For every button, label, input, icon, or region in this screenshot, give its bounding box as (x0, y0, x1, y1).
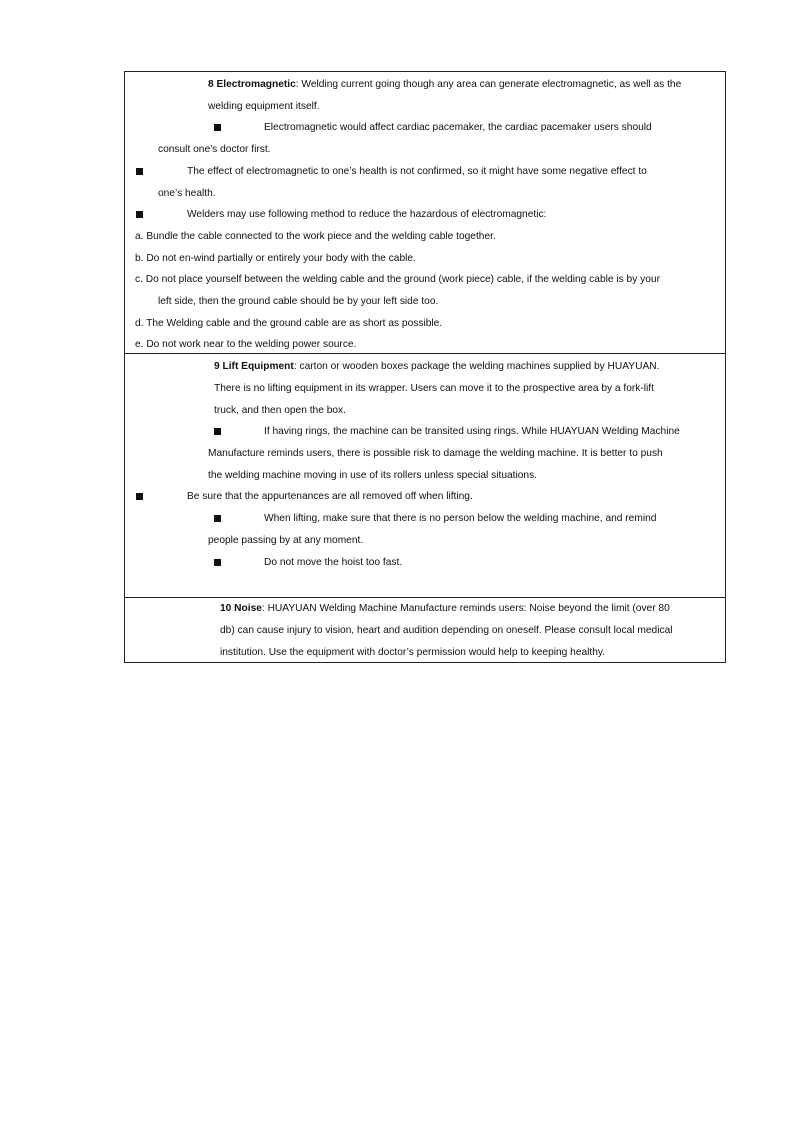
list-item-e: e. Do not work near to the welding power source. (135, 339, 357, 350)
bullet-square-icon (214, 124, 221, 131)
bullet-continuation: Manufacture reminds users, there is possible risk to damage the welding machine. It is better to push (208, 448, 663, 459)
list-item-b: b. Do not en-wind partially or entirely your body with the cable. (135, 253, 416, 264)
section-title: 8 Electromagnetic (208, 79, 296, 90)
bullet-text: If having rings, the machine can be transited using rings. While HUAYUAN Welding Machine (264, 426, 680, 437)
lift-intro (214, 360, 659, 374)
bullet-text: Be sure that the appurtenances are all removed off when lifting. (187, 491, 473, 502)
bullet-continuation: the welding machine moving in use of its rollers unless special situations. (208, 470, 537, 481)
section-lift-equipment (125, 354, 725, 598)
bullet-continuation: one’s health. (158, 188, 216, 199)
bullet-text: Welders may use following method to reduce the hazardous of electromagnetic: (187, 209, 547, 220)
list-item-a: a. Bundle the cable connected to the work piece and the welding cable together. (135, 231, 496, 242)
bullet-square-icon (136, 211, 143, 218)
bullet-square-icon (136, 493, 143, 500)
section-electromagnetic (125, 72, 725, 354)
noise-intro (220, 602, 670, 616)
safety-table (124, 71, 726, 663)
section-noise (125, 598, 725, 662)
bullet-continuation: people passing by at any moment. (208, 535, 364, 546)
bullet-text: The effect of electromagnetic to one’s health is not confirmed, so it might have some negative effect to (187, 166, 647, 177)
intro-continuation: truck, and then open the box. (214, 405, 346, 416)
bullet-text: Do not move the hoist too fast. (264, 557, 403, 568)
intro-continuation: institution. Use the equipment with doctor’s permission would help to keeping healthy. (220, 647, 606, 658)
section-title: 9 Lift Equipment (214, 361, 294, 372)
bullet-text: Electromagnetic would affect cardiac pacemaker, the cardiac pacemaker users should (264, 122, 652, 133)
bullet-text: When lifting, make sure that there is no person below the welding machine, and remind (264, 513, 657, 524)
intro-continuation: There is no lifting equipment in its wrapper. Users can move it to the prospective area by a fork-lift (214, 383, 654, 394)
intro-text: : carton or wooden boxes package the welding machines supplied by HUAYUAN. (293, 361, 660, 372)
bullet-continuation: consult one’s doctor first. (158, 144, 271, 155)
bullet-square-icon (214, 515, 221, 522)
bullet-square-icon (214, 428, 221, 435)
bullet-square-icon (136, 168, 143, 175)
intro-continuation: db) can cause injury to vision, heart and audition depending on oneself. Please consult local medical (220, 625, 673, 636)
list-item-c: c. Do not place yourself between the welding cable and the ground (work piece) cable, if the welding cable is by your (135, 274, 660, 285)
intro-text: : HUAYUAN Welding Machine Manufacture reminds users: Noise beyond the limit (over 80 (261, 603, 670, 614)
intro-continuation: welding equipment itself. (208, 101, 320, 112)
electromagnetic-intro (208, 78, 681, 92)
intro-text: : Welding current going though any area can generate electromagnetic, as well as the (295, 79, 682, 90)
list-item-d: d. The Welding cable and the ground cable are as short as possible. (135, 318, 443, 329)
section-title: 10 Noise (220, 603, 262, 614)
list-item-c-continuation: left side, then the ground cable should be by your left side too. (158, 296, 439, 307)
bullet-square-icon (214, 559, 221, 566)
